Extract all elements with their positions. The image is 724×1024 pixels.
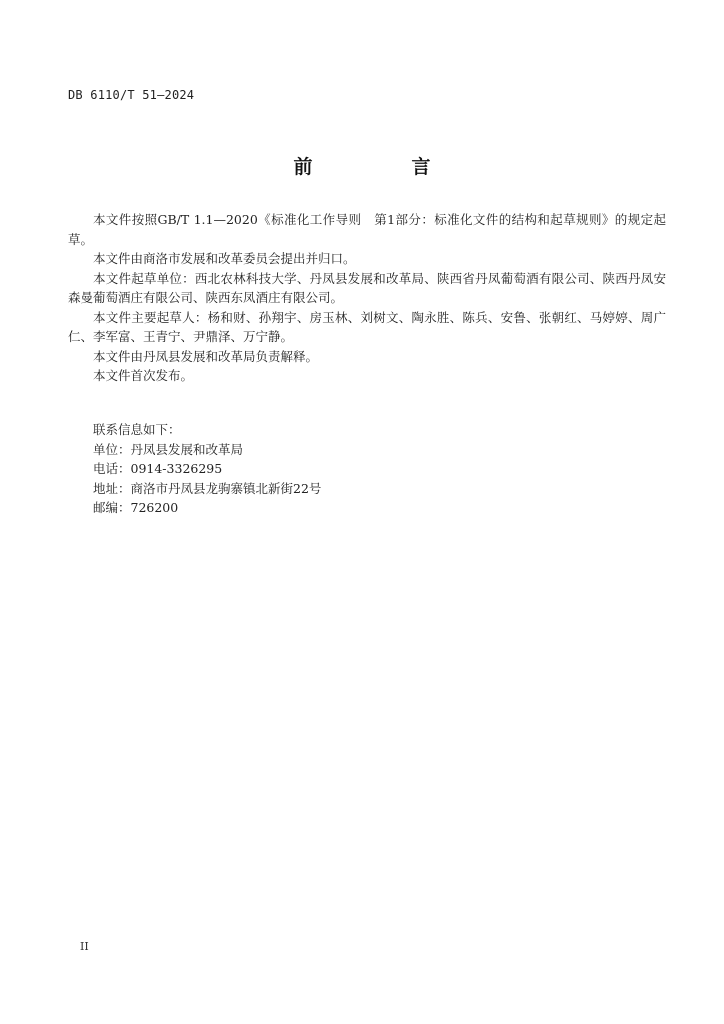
contact-info	[93, 420, 321, 518]
paragraph-drafting-rules: 本文件按照GB/T 1.1—2020《标准化工作导则 第1部分：标准化文件的结构和起草规则》的规定起草。	[68, 212, 666, 247]
contact-phone: 电话：0914-3326295	[93, 461, 223, 476]
contact-postcode: 邮编：726200	[93, 500, 179, 515]
standard-code: DB 6110/T 51—2024	[68, 88, 195, 102]
contact-heading: 联系信息如下：	[93, 422, 181, 437]
foreword-body	[68, 210, 666, 386]
paragraph-interpretation: 本文件由丹凤县发展和改革局负责解释。	[93, 348, 319, 364]
page-number: II	[80, 940, 89, 953]
paragraph-drafters: 本文件主要起草人：杨和财、孙翔宇、房玉林、刘树文、陶永胜、陈兵、安鲁、张朝红、马婷婷、周广仁、李军富、王青宁、尹鼎泽、万宁静。	[68, 309, 666, 344]
paragraph-proposer: 本文件由商洛市发展和改革委员会提出并归口。	[93, 251, 356, 266]
page-title: 前 言	[293, 156, 471, 178]
paragraph-drafting-units: 本文件起草单位：西北农林科技大学、丹凤县发展和改革局、陕西省丹凤葡萄酒有限公司、陕西丹凤安森曼葡萄酒庄有限公司、陕西东凤酒庄有限公司。	[68, 270, 666, 305]
contact-unit: 单位：丹凤县发展和改革局	[93, 441, 244, 457]
paragraph-first-release: 本文件首次发布。	[93, 368, 194, 383]
contact-address: 地址：商洛市丹凤县龙驹寨镇北新街22号	[93, 480, 322, 496]
